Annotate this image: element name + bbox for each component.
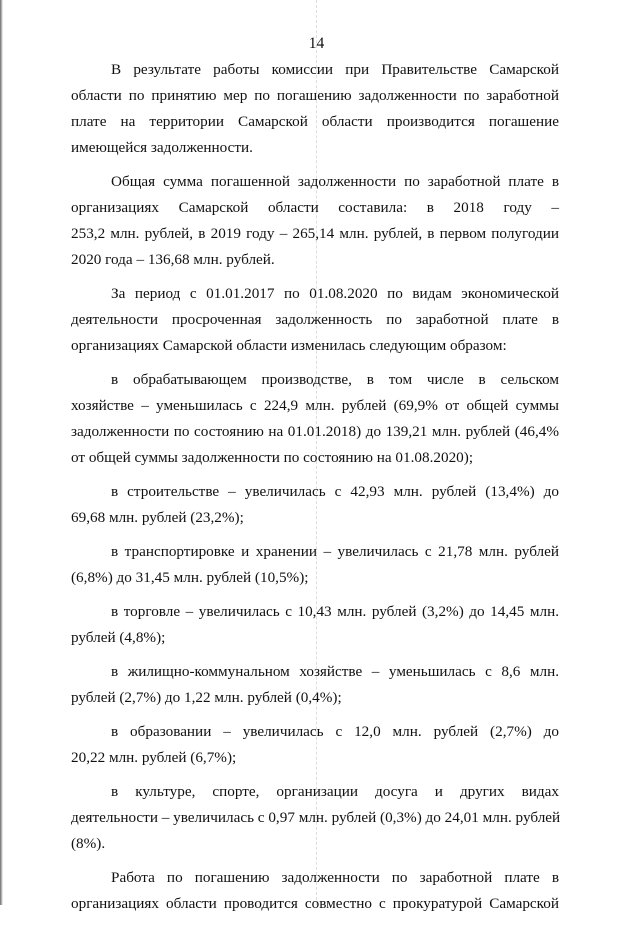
page-edge-shadow: [0, 0, 3, 905]
text-line: в образовании – увеличилась с 12,0 млн. рублей (2,7%) до: [111, 723, 559, 740]
text-line: в обрабатывающем производстве, в том числе в сельском: [111, 371, 559, 388]
text-line: 2020 года – 136,68 млн. рублей.: [71, 251, 275, 268]
text-line: организациях Самарской области изменилась следующим образом:: [71, 337, 507, 354]
text-line: (6,8%) до 31,45 млн. рублей (10,5%);: [71, 569, 309, 586]
paragraph: [71, 865, 559, 917]
text-line: (8%).: [71, 835, 106, 852]
paragraph: [71, 779, 559, 857]
document-body: [71, 57, 559, 925]
text-line: рублей (4,8%);: [71, 629, 166, 646]
text-line: деятельности просроченная задолженность по заработной плате в: [71, 311, 559, 328]
paragraph: [71, 539, 559, 591]
paragraph: [71, 479, 559, 531]
text-line: 69,68 млн. рублей (23,2%);: [71, 509, 244, 526]
text-line: имеющейся задолженности.: [71, 139, 253, 156]
paragraph: [71, 169, 559, 273]
paragraph: [71, 367, 559, 471]
text-line: организациях области проводится совместно с прокуратурой Самарской: [71, 895, 559, 912]
text-line: плате на территории Самарской области производится погашение: [71, 113, 559, 130]
text-line: 20,22 млн. рублей (6,7%);: [71, 749, 237, 766]
text-line: хозяйстве – уменьшилась с 224,9 млн. рублей (69,9% от общей суммы: [71, 397, 559, 414]
text-line: в строительстве – увеличилась с 42,93 млн. рублей (13,4%) до: [111, 483, 559, 500]
paragraph: [71, 57, 559, 161]
text-line: в транспортировке и хранении – увеличилась с 21,78 млн. рублей: [111, 543, 559, 560]
paragraph: [71, 719, 559, 771]
text-line: За период с 01.01.2017 по 01.08.2020 по видам экономической: [111, 285, 559, 302]
text-line: в торговле – увеличилась с 10,43 млн. рублей (3,2%) до 14,45 млн.: [111, 603, 559, 620]
paragraph: [71, 599, 559, 651]
text-line: задолженности по состоянию на 01.01.2018) до 139,21 млн. рублей (46,4%: [71, 423, 559, 440]
text-line: 253,2 млн. рублей, в 2019 году – 265,14 млн. рублей, в первом полугодии: [71, 225, 559, 242]
page-number: 14: [308, 35, 325, 52]
text-line: организациях Самарской области составила: в 2018 году –: [71, 199, 559, 216]
text-line: Работа по погашению задолженности по заработной плате в: [111, 869, 559, 886]
text-line: Общая сумма погашенной задолженности по заработной плате в: [111, 173, 559, 190]
paragraph: [71, 659, 559, 711]
text-line: рублей (2,7%) до 1,22 млн. рублей (0,4%);: [71, 689, 342, 706]
text-line: В результате работы комиссии при Правительстве Самарской: [111, 61, 559, 78]
text-line: в жилищно-коммунальном хозяйстве – уменьшилась с 8,6 млн.: [111, 663, 559, 680]
text-line: в культуре, спорте, организации досуга и других видах: [111, 783, 559, 800]
paragraph: [71, 281, 559, 359]
text-line: деятельности – увеличилась с 0,97 млн. рублей (0,3%) до 24,01 млн. рублей: [71, 809, 561, 826]
text-line: области по принятию мер по погашению задолженности по заработной: [71, 87, 559, 104]
text-line: от общей суммы задолженности по состоянию на 01.08.2020);: [71, 449, 474, 466]
